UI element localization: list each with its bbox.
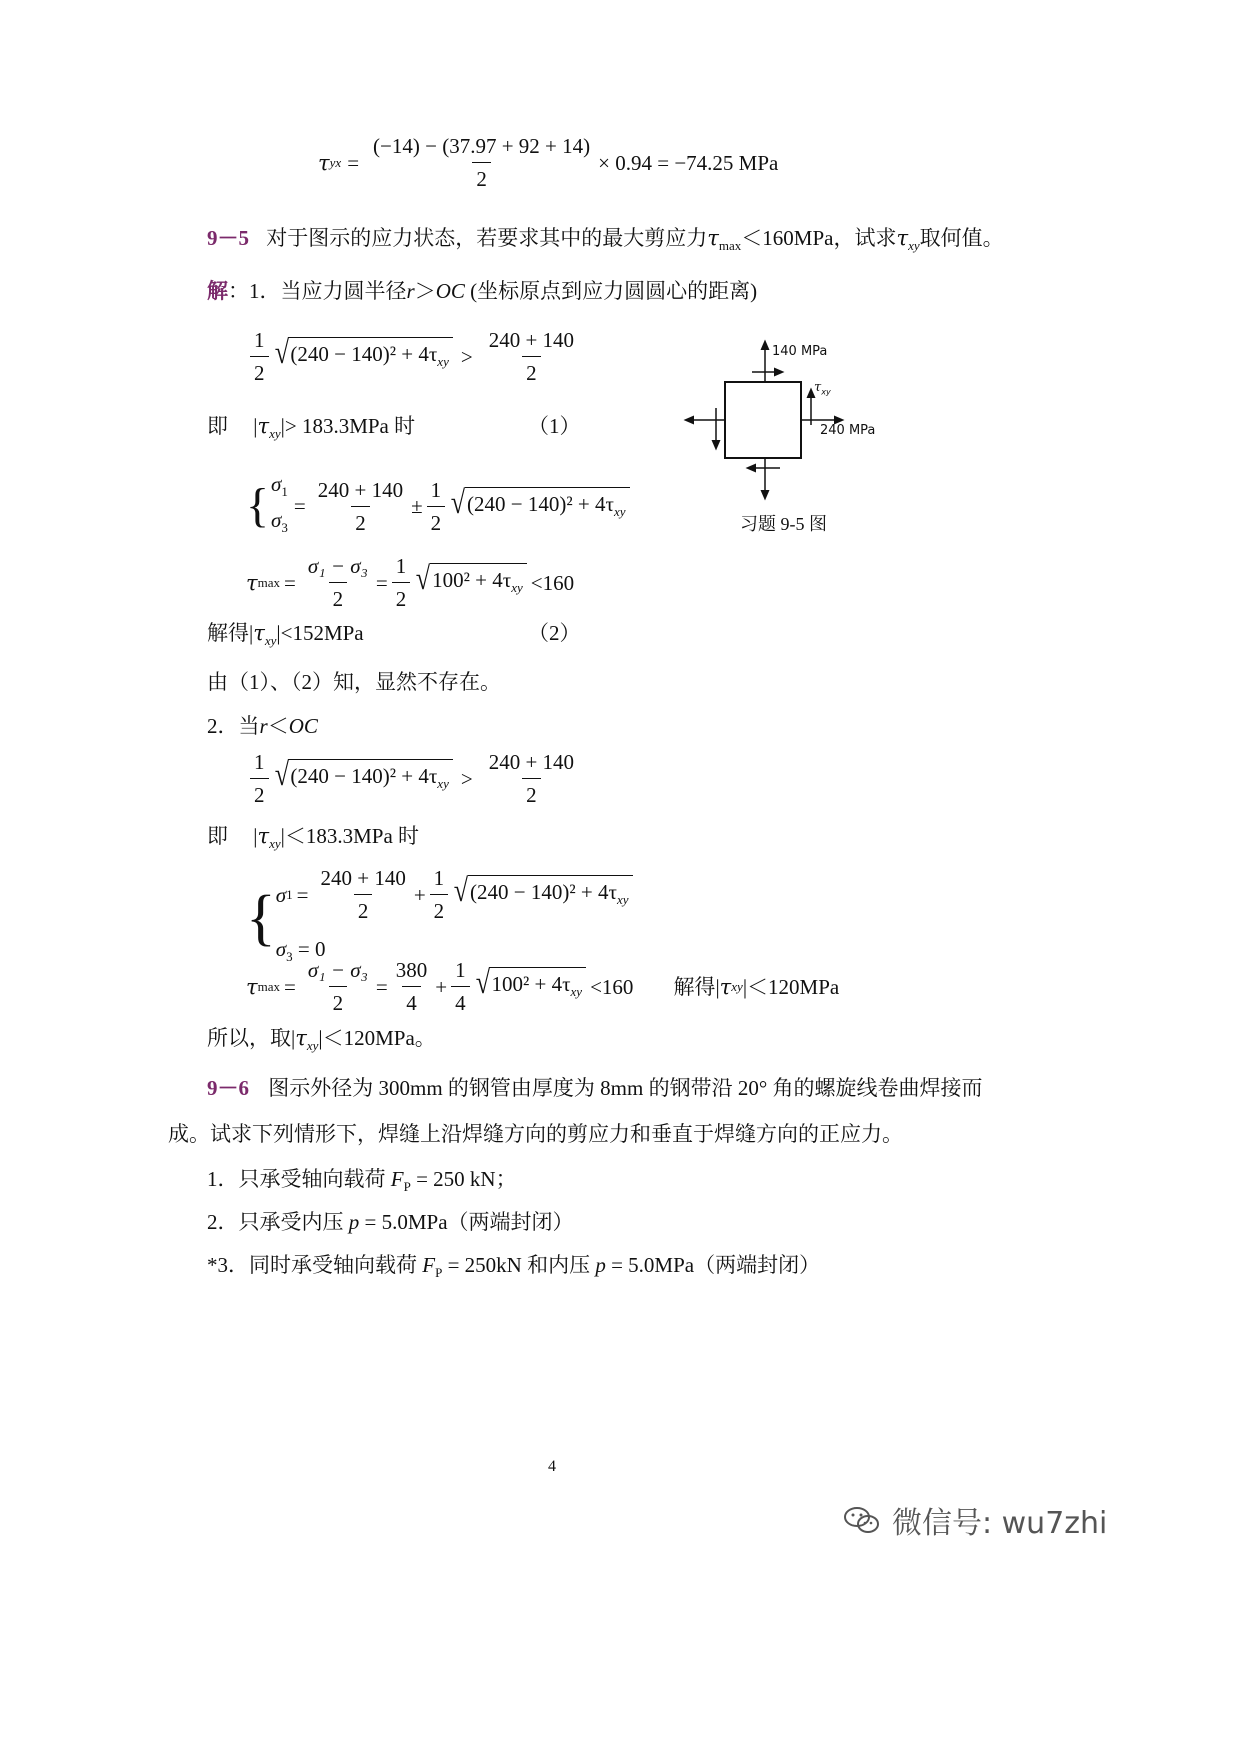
- equals: =: [347, 150, 360, 175]
- problem-number: 9－6: [207, 1076, 249, 1100]
- numerator: σ₁ − σ₃: [307, 958, 368, 982]
- radicand-text: 100² + 4τ: [432, 567, 512, 592]
- numerator: 240 + 140: [488, 750, 575, 774]
- denominator: 2: [329, 582, 348, 613]
- tau-symbol: τ: [719, 974, 732, 999]
- denominator: 2: [250, 778, 269, 809]
- tau-subscript: xy: [306, 1038, 319, 1054]
- tau-symbol: τ: [257, 414, 270, 438]
- fraction: [369, 132, 594, 193]
- prefix-text: 即: [207, 824, 228, 848]
- numerator: 240 + 140: [488, 328, 575, 352]
- var-oc: OC: [288, 714, 318, 738]
- radicand-text: (240 − 140)² + 4τ: [290, 763, 438, 788]
- numerator: 1: [254, 328, 265, 352]
- var-p: p: [348, 1210, 360, 1234]
- sigma-3: [271, 506, 288, 542]
- fraction: [316, 864, 409, 925]
- var-r: r: [259, 714, 268, 738]
- denominator: 2: [522, 778, 541, 809]
- inequality-tail: <160: [590, 974, 634, 999]
- problem-text: 对于图示的应力状态，若要求其中的最大剪应力: [266, 226, 708, 250]
- tau-subscript: xy: [264, 633, 277, 649]
- plus: +: [413, 882, 426, 907]
- numerator: 240 + 140: [320, 866, 406, 890]
- tau-symbol: τ: [246, 974, 258, 999]
- radical-sign: √: [274, 756, 289, 793]
- rhs-fraction: [485, 748, 578, 809]
- var-r: r: [406, 279, 415, 303]
- solution-text: ：1．当应力圆半径: [228, 279, 407, 303]
- wechat-icon: [842, 1505, 882, 1535]
- inequality-2: [246, 748, 582, 809]
- equals: =: [375, 974, 388, 999]
- tau-symbol: τ: [295, 1026, 307, 1050]
- answer-text: |＜120MPa。: [318, 1026, 436, 1050]
- sigma-sub: 3: [281, 520, 288, 536]
- problem-9-6-item-2: [207, 1208, 574, 1236]
- half-fraction: [250, 748, 269, 809]
- denominator: 2: [392, 582, 411, 613]
- quarter-fraction: [451, 956, 470, 1017]
- half-fraction: [430, 864, 449, 925]
- relation: >: [460, 344, 473, 369]
- denominator: 4: [402, 986, 421, 1017]
- condition-2: [207, 822, 419, 858]
- radicand: [465, 487, 629, 526]
- tau-subscript: xy: [821, 387, 831, 397]
- abs-bar: |: [253, 414, 258, 438]
- radicand-sub: xy: [511, 580, 523, 596]
- denominator: 2: [427, 506, 446, 537]
- numerator: 1: [455, 958, 466, 982]
- radicand: [468, 875, 632, 914]
- square-root: [474, 964, 587, 1006]
- stress-element-square: [725, 382, 801, 458]
- abs-bar: |: [715, 974, 720, 999]
- equals: =: [375, 570, 388, 595]
- square-root: [273, 334, 453, 376]
- tau-subscript: xy: [269, 426, 281, 442]
- var-f-sub: P: [435, 1265, 443, 1281]
- left-brace: {: [246, 883, 276, 952]
- radicand: [288, 759, 452, 798]
- radical-sign: √: [274, 334, 289, 371]
- page-number: 4: [548, 1458, 556, 1475]
- sigma-sub: 1: [281, 484, 288, 500]
- tau-yx-equation: [318, 132, 778, 193]
- denominator: 2: [472, 162, 491, 193]
- radicand-text: (240 − 140)² + 4τ: [467, 491, 614, 516]
- prefix-text: 所以，取: [207, 1026, 291, 1050]
- item-text: 2．只承受内压: [207, 1210, 344, 1234]
- item-text: = 250 kN；: [410, 1167, 517, 1191]
- rhs-fraction: [485, 326, 578, 387]
- sigma-symbol: σ: [271, 508, 282, 533]
- tau-symbol: τ: [257, 824, 270, 848]
- conclusion-1: 由（1）、（2）知，显然不存在。: [207, 670, 501, 694]
- fraction: [304, 956, 372, 1017]
- denominator: 2: [329, 986, 348, 1017]
- tau-symbol: τ: [246, 570, 258, 595]
- lt-sign: ＜: [267, 714, 289, 738]
- radicand: [288, 337, 452, 376]
- solution-case-1: [207, 277, 757, 305]
- radicand-text: (240 − 140)² + 4τ: [290, 341, 438, 366]
- tau-max-inequality-1: [246, 552, 574, 613]
- tau-subscript: xy: [731, 978, 743, 994]
- denominator: 2: [354, 894, 373, 925]
- tau-subscript: max: [257, 978, 281, 994]
- result-text: |<152MPa: [276, 621, 364, 645]
- tau-symbol: τ: [253, 621, 265, 645]
- denominator: 2: [522, 356, 541, 387]
- numerator: 1: [430, 477, 442, 502]
- sigma-stack: [271, 470, 288, 542]
- numerator: 1: [254, 750, 265, 774]
- square-root: [273, 756, 453, 798]
- problem-text: 图示外径为 300mm 的钢管由厚度为 8mm 的钢带沿 20° 角的螺旋线卷曲焊接而: [268, 1076, 983, 1100]
- denominator: 2: [351, 506, 370, 537]
- problem-text: 取何值。: [919, 226, 1004, 250]
- equation-tail: × 0.94 = −74.25 MPa: [598, 150, 779, 175]
- fraction: [314, 476, 407, 537]
- shear-label: [814, 380, 831, 397]
- equals: =: [296, 882, 309, 907]
- numerator: 1: [395, 554, 407, 578]
- sigma-symbol: σ: [275, 937, 287, 961]
- case-prefix: 2．当: [207, 714, 260, 738]
- numerator: 380: [395, 958, 428, 982]
- equals: =: [284, 974, 296, 999]
- radical-sign: √: [416, 560, 431, 597]
- abs-bar: |: [249, 621, 254, 645]
- tau-symbol: τ: [707, 226, 719, 250]
- tau-subscript: max: [718, 238, 742, 254]
- problem-9-5: [207, 224, 1004, 260]
- denominator: 2: [250, 356, 269, 387]
- final-answer: [207, 1024, 436, 1060]
- numerator: 1: [433, 866, 445, 890]
- solution-label: 解: [207, 279, 228, 303]
- figure-caption: 习题 9-5 图: [740, 514, 827, 534]
- square-root: [414, 560, 527, 602]
- radical-sign: √: [453, 872, 469, 909]
- sigma-sub: 1: [286, 886, 293, 902]
- tau-max-inequality-2: [246, 956, 839, 1017]
- gt-sign: ＞: [414, 279, 436, 303]
- radical-sign: √: [475, 964, 490, 1001]
- sigma-1: [271, 470, 288, 506]
- relation: >: [460, 766, 473, 791]
- var-f-sub: P: [403, 1179, 411, 1195]
- radical-sign: √: [450, 484, 466, 521]
- radicand-text: 100² + 4τ: [491, 971, 571, 996]
- watermark: [842, 1498, 1107, 1542]
- radicand: [430, 563, 527, 602]
- problem-9-6-item-1: [207, 1165, 517, 1201]
- principal-stress-system-1: [246, 470, 630, 542]
- problem-9-6-line-2: 成。试求下列情形下，焊缝上沿焊缝方向的剪应力和垂直于焊缝方向的正应力。: [168, 1122, 903, 1146]
- sigma-symbol: σ: [275, 882, 287, 907]
- radicand-sub: xy: [616, 892, 629, 908]
- numerator: (−14) − (37.97 + 92 + 14): [373, 134, 591, 158]
- tau-symbol: τ: [318, 150, 330, 175]
- half-fraction: [427, 476, 446, 537]
- tau-symbol: τ: [814, 380, 822, 395]
- prefix-text: 解得: [207, 621, 249, 645]
- var-p: p: [595, 1253, 606, 1277]
- denominator: 2: [430, 894, 449, 925]
- radicand-text: (240 − 140)² + 4τ: [470, 879, 617, 904]
- problem-9-6-line-1: [207, 1074, 982, 1102]
- condition-1: [207, 412, 415, 448]
- solve-text: |＜120MPa: [742, 974, 840, 999]
- var-oc: OC: [435, 279, 465, 303]
- sigma-1-row: [276, 864, 633, 925]
- radicand: [489, 967, 586, 1006]
- problem-9-6-item-3: [207, 1251, 820, 1287]
- tau-subscript: yx: [329, 154, 342, 170]
- tau-subscript: xy: [269, 836, 281, 852]
- sigma-3-value: = 0: [297, 937, 326, 961]
- half-fraction: [392, 552, 411, 613]
- var-f: F: [422, 1253, 436, 1277]
- radicand-sub: xy: [570, 984, 583, 1000]
- result-2: [207, 619, 364, 655]
- radicand-sub: xy: [437, 354, 449, 370]
- equals: =: [284, 570, 296, 595]
- right-stress-label: 240 MPa: [820, 423, 876, 438]
- condition-text: |＜183.3MPa 时: [280, 824, 420, 848]
- solve-prefix: 解得: [673, 974, 716, 999]
- tau-subscript: xy: [908, 238, 920, 254]
- equals: =: [293, 494, 306, 519]
- problem-text: ＜160MPa，试求: [741, 226, 897, 250]
- item-text: = 5.0MPa（两端封闭）: [605, 1253, 821, 1277]
- solution-text: (坐标原点到应力圆圆心的距离): [470, 279, 758, 303]
- var-f: F: [390, 1167, 404, 1191]
- radicand-sub: xy: [437, 776, 449, 792]
- square-root: [449, 484, 629, 526]
- tau-subscript: max: [257, 574, 281, 590]
- plus: +: [435, 974, 448, 999]
- sigma-symbol: σ: [271, 472, 282, 496]
- item-text: 1．只承受轴向载荷: [207, 1167, 386, 1191]
- half-fraction: [250, 326, 269, 387]
- denominator: 4: [451, 986, 470, 1017]
- item-text: *3．同时承受轴向载荷: [207, 1253, 417, 1277]
- equation-tag-2: （2）: [528, 621, 581, 645]
- item-text: = 250kN 和内压: [442, 1253, 591, 1277]
- prefix-text: 即: [207, 414, 228, 438]
- item-text: = 5.0MPa（两端封闭）: [359, 1210, 574, 1234]
- tau-symbol: τ: [896, 226, 909, 250]
- square-root: [452, 872, 632, 914]
- abs-bar: |: [253, 824, 258, 848]
- inequality-tail: <160: [530, 570, 575, 595]
- left-brace: {: [246, 479, 270, 533]
- watermark-text: 微信号: wu7zhi: [892, 1506, 1108, 1541]
- inequality-1: [246, 326, 582, 387]
- condition-text: |> 183.3MPa 时: [280, 414, 416, 438]
- solution-case-2: [207, 712, 318, 740]
- top-stress-label: 140 MPa: [772, 344, 828, 359]
- fraction: [304, 552, 372, 613]
- plus-minus: ±: [411, 494, 423, 519]
- sigma-sub: 3: [286, 949, 293, 965]
- radicand-sub: xy: [613, 503, 626, 519]
- fraction: [392, 956, 432, 1017]
- numerator: σ₁ − σ₃: [307, 554, 368, 578]
- equation-tag-1: （1）: [528, 414, 581, 438]
- abs-bar: |: [291, 1026, 296, 1050]
- numerator: 240 + 140: [317, 477, 404, 502]
- problem-number: 9－5: [207, 226, 249, 250]
